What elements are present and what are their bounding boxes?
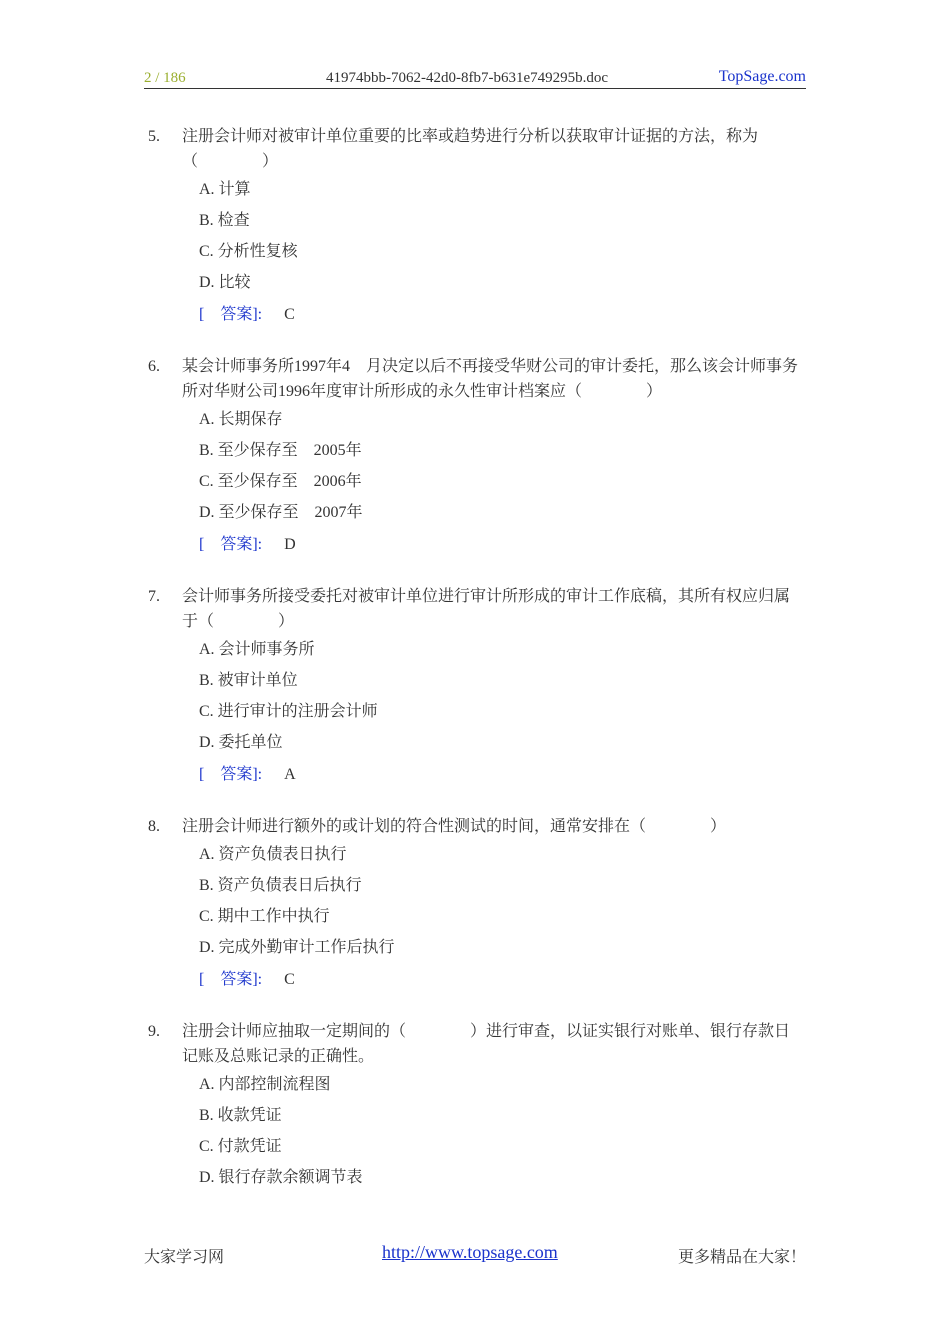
answer-line	[199, 758, 808, 791]
question-item	[148, 584, 808, 791]
answer-option: A. 计算	[199, 181, 251, 198]
answer-option: C. 付款凭证	[199, 1138, 282, 1155]
answer-option: D. 比较	[199, 274, 251, 291]
question-list	[148, 124, 808, 1216]
answer-value: C	[284, 306, 295, 323]
question-item	[148, 1019, 808, 1193]
question-number: 8.	[148, 818, 160, 835]
question-stem	[148, 124, 808, 174]
answer-option: A. 资产负债表日执行	[199, 846, 347, 863]
answer-value: D	[284, 536, 296, 553]
answer-option: D. 银行存款余额调节表	[199, 1169, 363, 1186]
answer-option: A. 会计师事务所	[199, 641, 315, 658]
answer-option: B. 收款凭证	[199, 1107, 282, 1124]
answer-option: B. 被审计单位	[199, 672, 298, 689]
answer-option: C. 分析性复核	[199, 243, 298, 260]
answer-option: C. 进行审计的注册会计师	[199, 703, 378, 720]
answer-option: D. 完成外勤审计工作后执行	[199, 939, 395, 956]
question-stem	[148, 1019, 808, 1069]
question-item	[148, 814, 808, 996]
page-header	[144, 68, 806, 89]
header-site-link[interactable]: TopSage.com	[718, 68, 806, 85]
answer-option: C. 期中工作中执行	[199, 908, 330, 925]
answer-option: B. 检查	[199, 212, 250, 229]
question-item	[148, 354, 808, 561]
answer-option: B. 至少保存至 2005年	[199, 442, 362, 459]
answer-option: D. 委托单位	[199, 734, 283, 751]
question-text: 会计师事务所接受委托对被审计单位进行审计所形成的审计工作底稿，其所有权应归属于（ ）	[182, 588, 791, 630]
question-number: 5.	[148, 128, 160, 145]
page-indicator: 2 / 186	[144, 70, 186, 86]
answer-option: D. 至少保存至 2007年	[199, 504, 363, 521]
question-stem	[148, 584, 808, 634]
question-text: 注册会计师对被审计单位重要的比率或趋势进行分析以获取审计证据的方法，称为（ ）	[182, 128, 759, 170]
answer-option: B. 资产负债表日后执行	[199, 877, 362, 894]
question-text: 某会计师事务所1997年4 月决定以后不再接受华财公司的审计委托，那么该会计师事务所对华财公司1996年度审计所形成的永久性审计档案应（ ）	[182, 358, 799, 400]
question-item	[148, 124, 808, 331]
answer-line	[199, 528, 808, 561]
question-text: 注册会计师应抽取一定期间的（ ）进行审查，以证实银行对账单、银行存款日记账及总账记录的正确性。	[182, 1023, 791, 1065]
answer-option: A. 内部控制流程图	[199, 1076, 331, 1093]
question-number: 7.	[148, 588, 160, 605]
question-text: 注册会计师进行额外的或计划的符合性测试的时间，通常安排在（ ）	[182, 818, 727, 835]
question-stem	[148, 814, 808, 839]
answer-option: C. 至少保存至 2006年	[199, 473, 362, 490]
answer-line	[199, 298, 808, 331]
document-filename: 41974bbb-7062-42d0-8fb7-b631e749295b.doc	[326, 70, 609, 86]
answer-line	[199, 963, 808, 996]
answer-option: A. 长期保存	[199, 411, 283, 428]
answer-value: C	[284, 971, 295, 988]
footer-site-name: 大家学习网	[144, 1249, 225, 1266]
question-stem	[148, 354, 808, 404]
footer-url-link[interactable]: http://www.topsage.com	[382, 1242, 558, 1262]
footer-slogan: 更多精品在大家！	[677, 1249, 806, 1266]
question-number: 6.	[148, 358, 160, 375]
answer-label: [ 答案]:	[199, 536, 263, 553]
answer-value: A	[284, 766, 296, 783]
answer-label: [ 答案]:	[199, 306, 263, 323]
answer-label: [ 答案]:	[199, 971, 263, 988]
question-number: 9.	[148, 1023, 160, 1040]
answer-label: [ 答案]:	[199, 766, 263, 783]
